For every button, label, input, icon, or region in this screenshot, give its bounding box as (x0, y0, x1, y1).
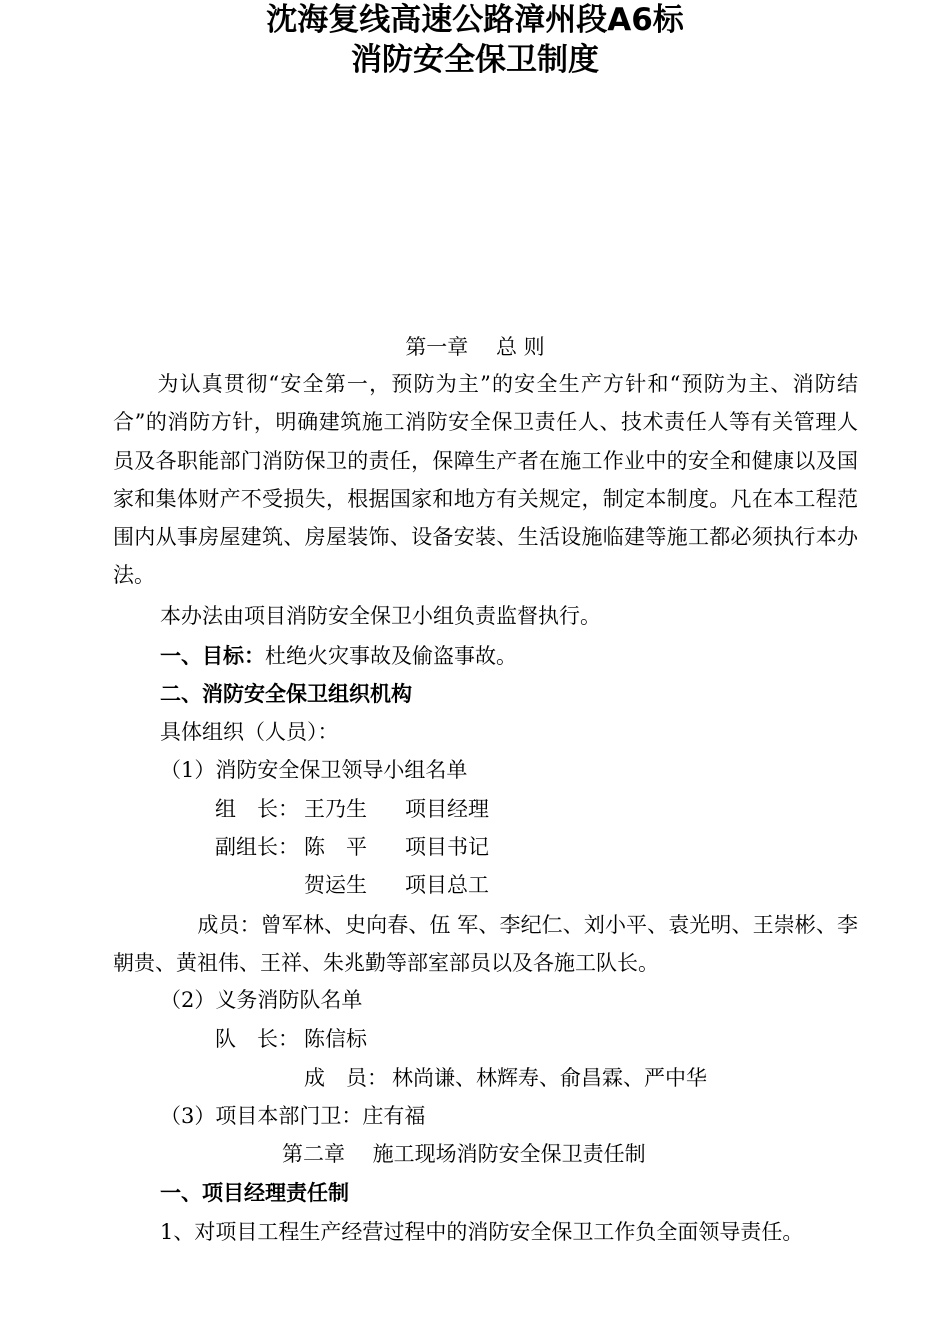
deputy-label: 副组长： (215, 835, 299, 859)
gate-guard: （3）项目本部门卫：庄有福 (160, 1104, 426, 1128)
goal-text: 杜绝火灾事故及偷盗事故。 (265, 644, 517, 668)
group2-heading: （2）义务消防队名单 (160, 988, 363, 1012)
deputy2-name: 贺运生 (304, 873, 367, 897)
chapter1-heading: 第一章 总 则 (405, 335, 545, 359)
deputy2-title: 项目总工 (405, 873, 489, 897)
captain-name: 陈信标 (304, 1027, 367, 1051)
group1-heading: （1）消防安全保卫领导小组名单 (160, 758, 468, 782)
document-title: 沈海复线高速公路漳州段A6标 (266, 2, 684, 38)
deputy1-name: 陈 平 (304, 835, 367, 859)
section2-heading: 二、消防安全保卫组织机构 (160, 682, 412, 706)
leader-label: 组 长： (215, 797, 299, 821)
members-paragraph: 成员：曾军林、史向春、伍 军、李纪仁、刘小平、袁光明、王崇彬、李朝贵、黄祖伟、王祥、朱兆勤等部室部员以及各施工队长。 (113, 913, 858, 976)
team-members: 林尚谦、林辉寿、俞昌霖、严中华 (392, 1066, 707, 1090)
captain-label: 队 长： (215, 1027, 299, 1051)
chapter1-paragraph: 为认真贯彻“安全第一，预防为主”的安全生产方针和“预防为主、消防结合”的消防方针，明确建筑施工消防安全保卫责任人、技术责任人等有关管理人员及各职能部门消防保卫的责任，保障生产者在施工作业中的安全和健康以及国家和集体财产不受损失，根据国家和地方有关规定，制定本制度。凡在本工程范围内从事房屋建筑、房屋装饰、设备安装、生活设施临建等施工都必须执行本办法。 (113, 372, 858, 588)
deputy1-title: 项目书记 (405, 835, 489, 859)
pm-item-1: 1、对项目工程生产经营过程中的消防安全保卫工作负全面领导责任。 (160, 1220, 804, 1244)
pm-heading: 一、项目经理责任制 (160, 1181, 349, 1205)
chapter1-paragraph-2: 本办法由项目消防安全保卫小组负责监督执行。 (160, 604, 601, 628)
leader-title: 项目经理 (405, 797, 489, 821)
team-members-label: 成 员： (304, 1066, 388, 1090)
document-subtitle: 消防安全保卫制度 (351, 42, 599, 78)
goal-label: 一、目标： (160, 644, 265, 668)
goal-line (160, 642, 517, 670)
chapter2-heading: 第二章 施工现场消防安全保卫责任制 (282, 1142, 646, 1166)
leader-name: 王乃生 (304, 797, 367, 821)
org-intro: 具体组织（人员）： (160, 720, 339, 744)
